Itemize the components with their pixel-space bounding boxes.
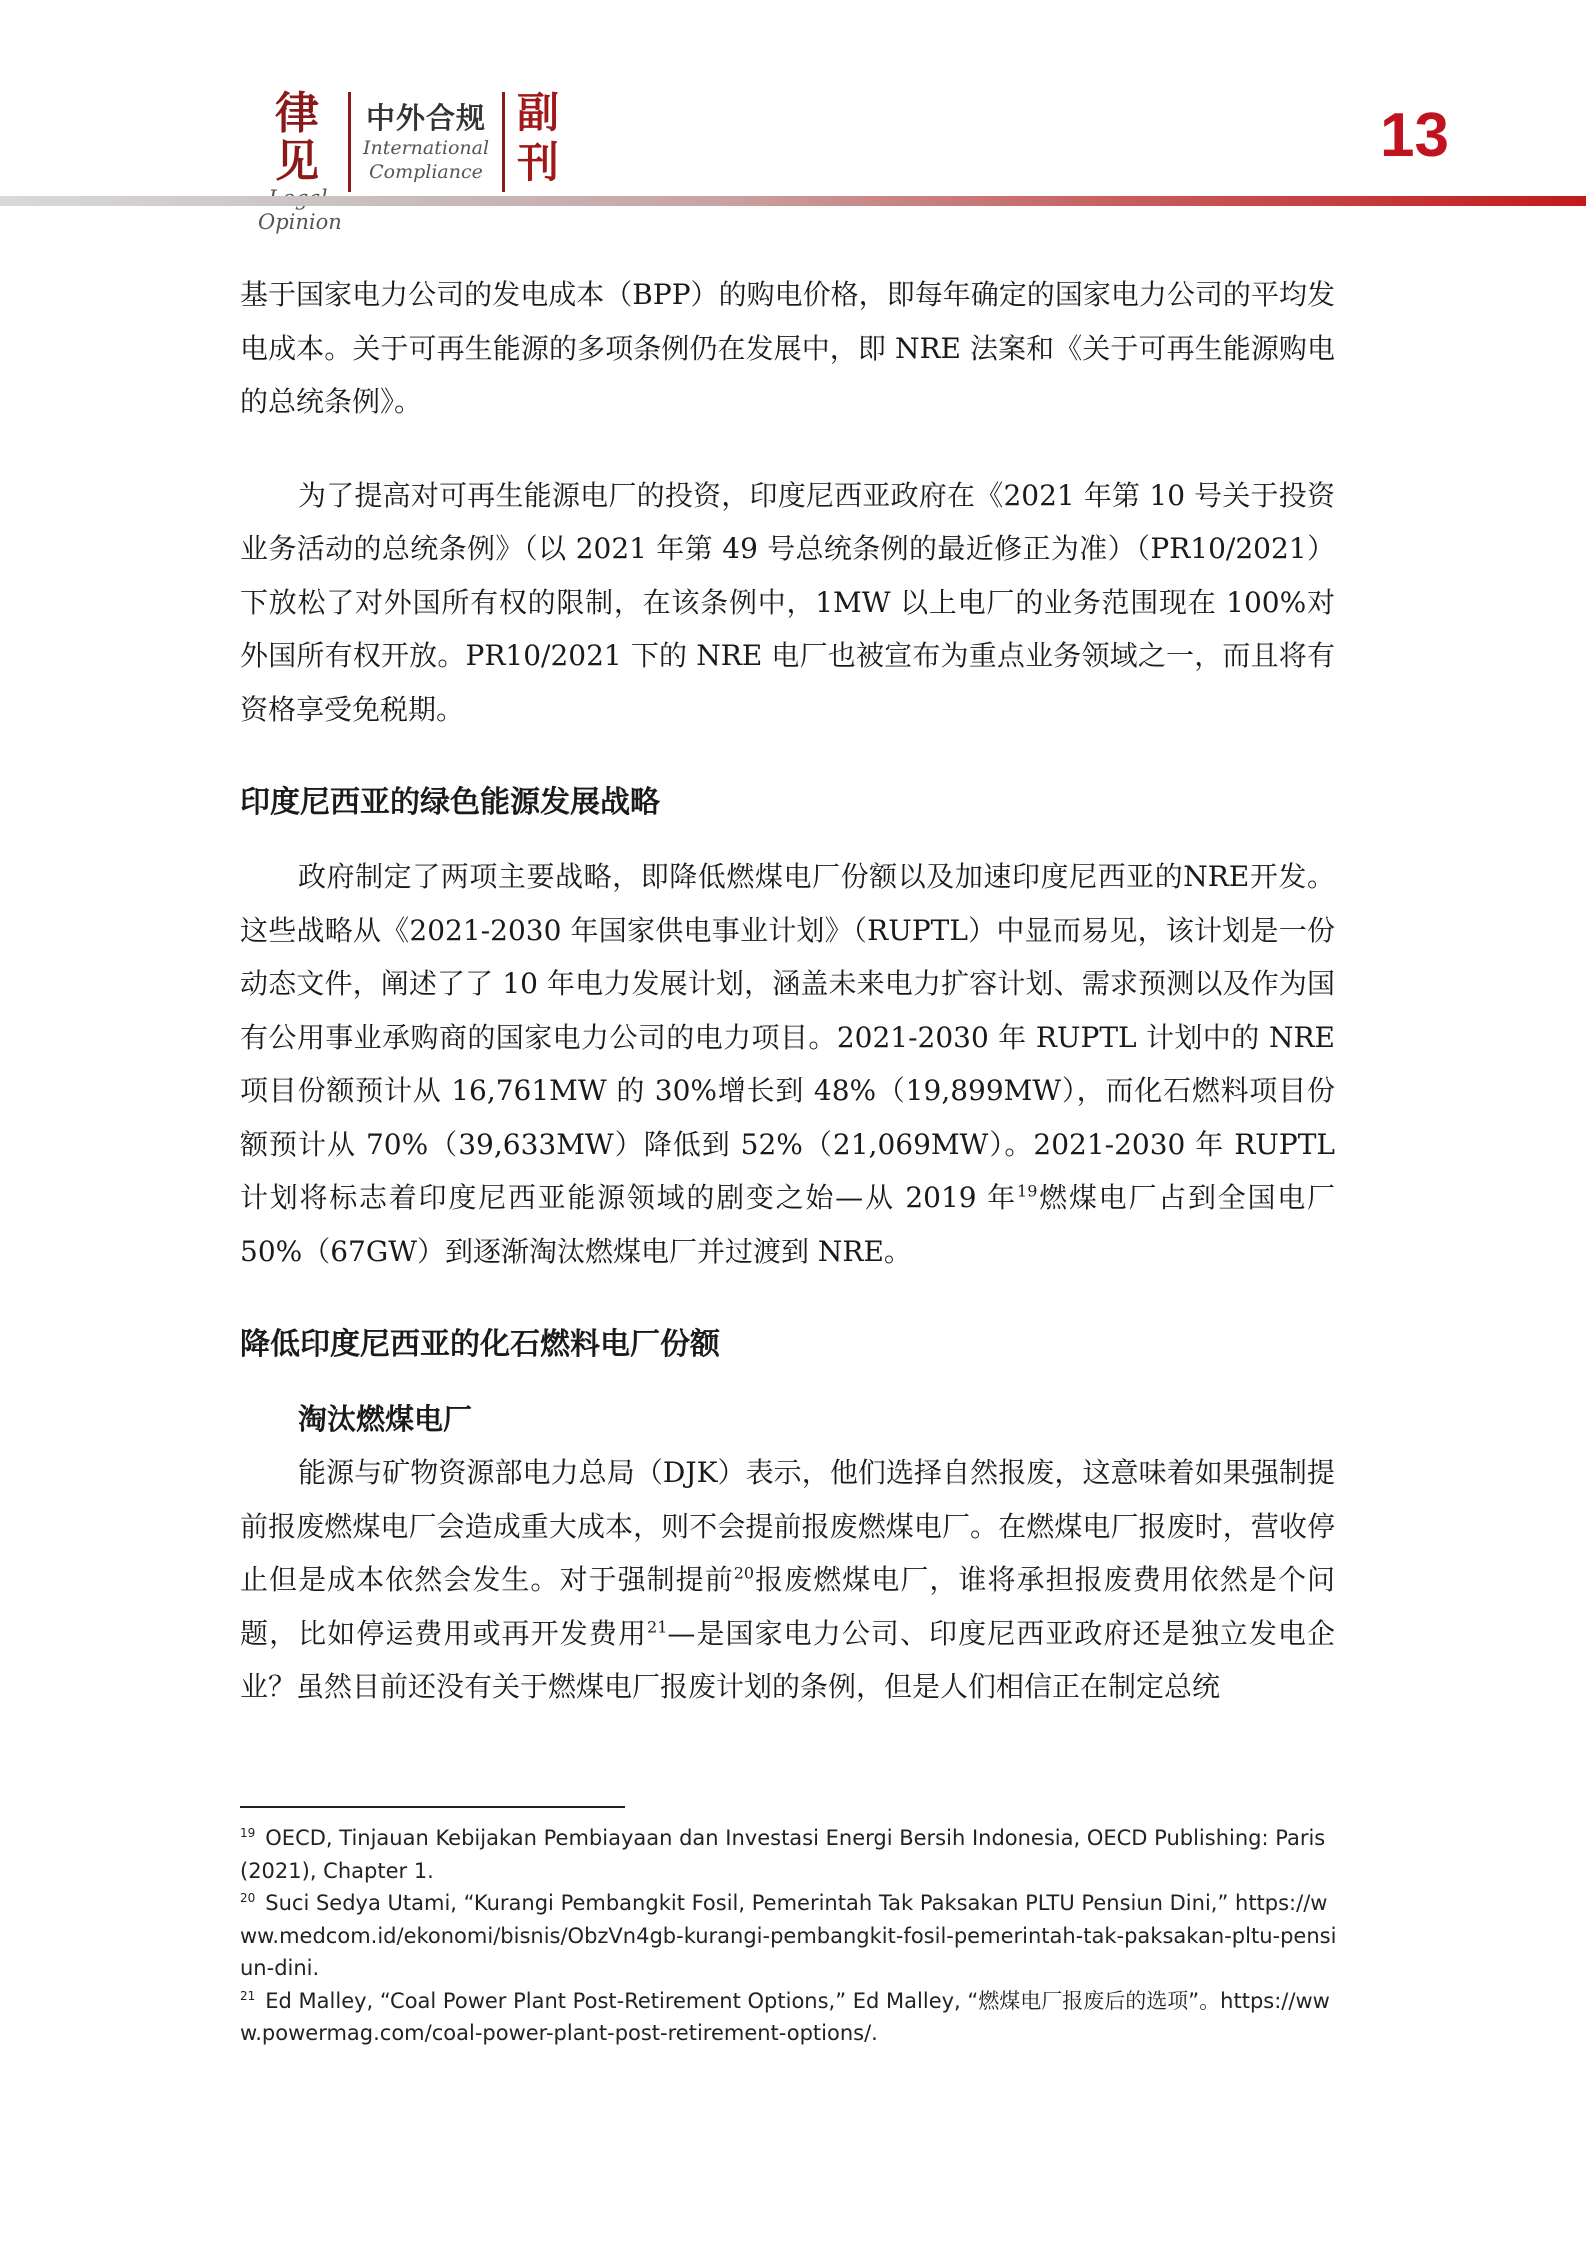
header-divider-1 — [348, 92, 351, 192]
brand-international-compliance-cn: 中外合规 — [365, 101, 486, 135]
paragraph-retirement-part-3: —是国家电力公司、印度尼西亚政府还是独立发电企业？虽然目前还没有关于燃煤电厂报废计划的条例，但是人们相信正在制定总统 — [240, 1616, 1335, 1703]
page-header — [0, 0, 1586, 234]
brand-supplement-char-2: 刊 — [516, 138, 559, 187]
paragraph-ruptl-part-2: 燃煤电厂占到全国电厂 50%（67GW）到逐渐淘汰燃煤电厂并过渡到 NRE。 — [240, 1181, 1335, 1268]
footnote-21 — [240, 1985, 1340, 2050]
brand-legal-opinion-cn: 律见 — [275, 88, 321, 187]
brand-supplement — [516, 88, 560, 188]
header-divider-2 — [502, 92, 505, 192]
header-rule — [0, 196, 1586, 206]
paragraph-ruptl-part-1: 政府制定了两项主要战略，即降低燃煤电厂份额以及加速印度尼西亚的NRE开发。这些战略从《2021-2030 年国家供电事业计划》（RUPTL）中显而易见，该计划是一份动态文件，阐述了了 10 年电力发展计划，涵盖未来电力扩容计划、需求预测以及作为国有公用事业承购商的国家电力公司的电力项目。2021-2030 年 RUPTL 计划中的 NRE 项目份额预计从 16,761MW 的 30%增长到 48%（19,899MW），而化石燃料项目份额预计从 70%（39,633MW）降低到 52%（21,069MW）。2021-2030 年 RUPTL 计划将标志着印度尼西亚能源领域的剧变之始—从 2019 年 — [240, 860, 1335, 1214]
paragraph-retirement-part-1: 能源与矿物资源部电力总局（DJK）表示，他们选择自然报废，这意味着如果强制提前报废燃煤电厂会造成重大成本，则不会提前报废燃煤电厂。在燃煤电厂报废时，营收停止但是成本依然会发生。对于强制提前 — [240, 1456, 1335, 1596]
heading-green-energy-strategy: 印度尼西亚的绿色能源发展战略 — [240, 785, 660, 820]
brand-legal-opinion-en-2: Opinion — [258, 210, 342, 234]
brand-international-compliance-en-2: Compliance — [369, 161, 483, 183]
footnote-ref-21[interactable]: 21 — [647, 1617, 668, 1637]
paragraph-investment: 为了提高对可再生能源电厂的投资，印度尼西亚政府在《2021 年第 10 号关于投资业务活动的总统条例》（以 2021 年第 49 号总统条例的最近修正为准）（PR10/2021）下放松了对外国所有权的限制，在该条例中，1MW 以上电厂的业务范围现在 100%对外国所有权开放。PR10/2021 下的 NRE 电厂也被宣布为重点业务领域之一，而且将有资格享受免税期。 — [240, 478, 1335, 726]
footnote-19 — [240, 1822, 1340, 1887]
paragraph-retirement — [240, 1446, 1335, 1714]
footnote-19-number: 19 — [240, 1826, 256, 1840]
footnote-ref-19[interactable]: 19 — [1017, 1181, 1038, 1201]
footnote-ref-20[interactable]: 20 — [733, 1563, 755, 1583]
footnote-21-text: Ed Malley, “Coal Power Plant Post-Retirement Options,” Ed Malley, “燃煤电厂报废后的选项”。https://www.powermag.com/coal-power-plant-post-retirement-options/. — [240, 1988, 1330, 2045]
brand-international-compliance — [362, 100, 490, 184]
paragraph-bpp: 基于国家电力公司的发电成本（BPP）的购电价格，即每年确定的国家电力公司的平均发电成本。关于可再生能源的多项条例仍在发展中，即 NRE 法案和《关于可再生能源购电的总统条例》。 — [240, 278, 1335, 418]
footnote-20-text: Suci Sedya Utami, “Kurangi Pembangkit Fosil, Pemerintah Tak Paksakan PLTU Pensiun Dini,” https://www.medcom.id/ekonomi/bisnis/ObzVn4gb-kurangi-pembangkit-fosil-pemerintah-tak-paksakan-pltu-pensiun-dini. — [240, 1891, 1337, 1980]
paragraph-retirement-part-2: 报废燃煤电厂，谁将承担报废费用依然是个问题，比如停运费用或再开发费用 — [240, 1563, 1335, 1650]
brand-supplement-char-1: 副 — [516, 88, 559, 137]
page-number: 13 — [1380, 101, 1449, 170]
footnote-19-text: OECD, Tinjauan Kebijakan Pembiayaan dan Investasi Energi Bersih Indonesia, OECD Publishing: Paris (2021), Chapter 1. — [240, 1826, 1326, 1883]
heading-coal-phaseout: 淘汰燃煤电厂 — [298, 1402, 473, 1436]
paragraph-ruptl — [240, 850, 1335, 1278]
brand-international-compliance-en-1: International — [362, 137, 490, 159]
footnotes — [240, 1822, 1340, 2050]
footnote-20-number: 20 — [240, 1891, 256, 1905]
main-content — [240, 268, 1335, 1714]
footnote-separator — [240, 1806, 625, 1808]
heading-fossil-share: 降低印度尼西亚的化石燃料电厂份额 — [240, 1327, 720, 1362]
footnote-20 — [240, 1887, 1340, 1985]
brand-legal-opinion — [258, 88, 342, 234]
footnote-21-number: 21 — [240, 1988, 256, 2003]
